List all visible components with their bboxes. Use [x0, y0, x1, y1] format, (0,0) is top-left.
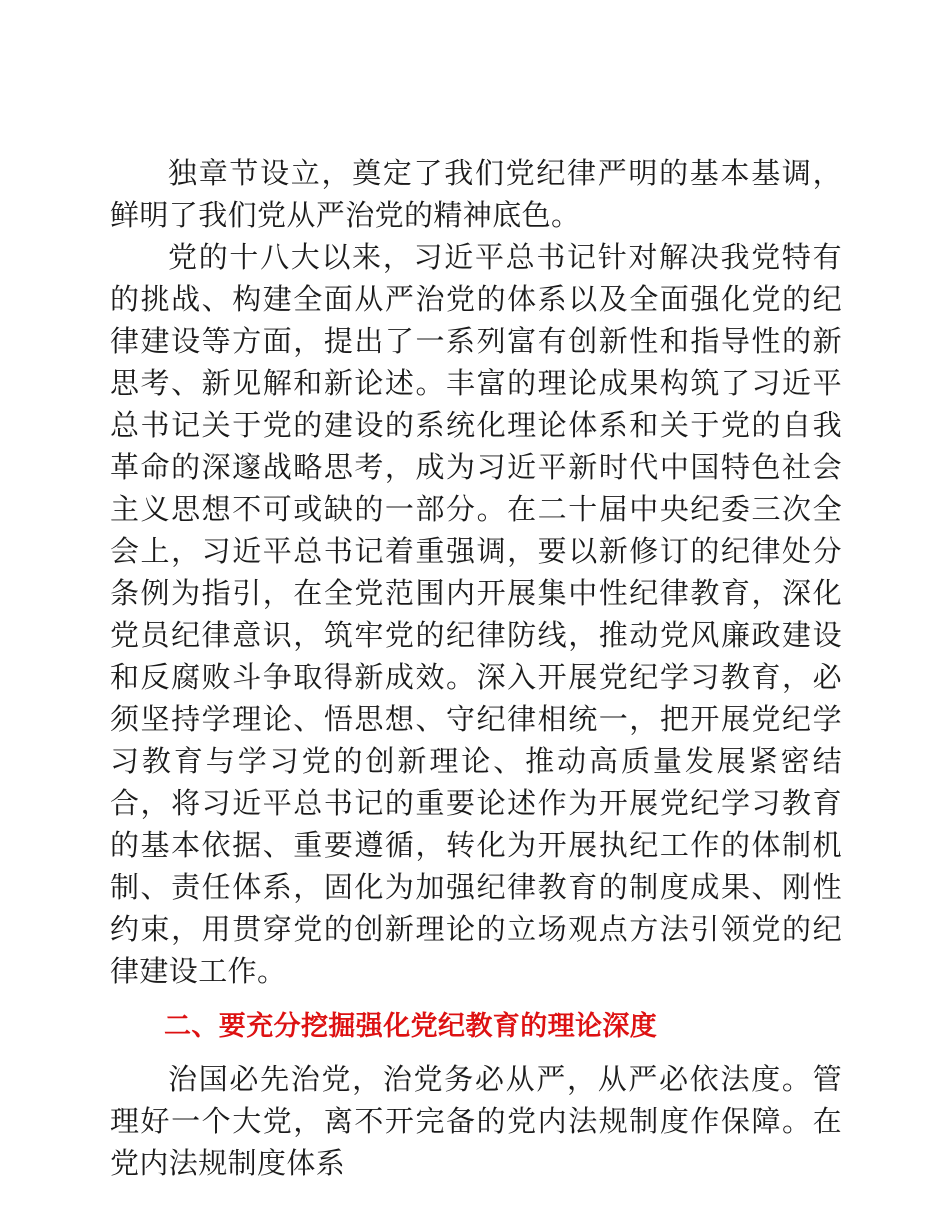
paragraph-1: 独章节设立，奠定了我们党纪律严明的基本基调，鲜明了我们党从严治党的精神底色。: [110, 156, 842, 232]
heading-top-spacer: [110, 992, 842, 1006]
paragraph-2: 党的十八大以来，习近平总书记针对解决我党特有的挑战、构建全面从严治党的体系以及全面强化党的纪律建设等方面，提出了一系列富有创新性和指导性的新思考、新见解和新论述。丰富的理论成果构筑了习近平总书记关于党的建设的系统化理论体系和关于党的自我革命的深邃战略思考，成为习近平新时代中国特色社会主义思想不可或缺的一部分。在二十届中央纪委三次全会上，习近平总书记着重强调，要以新修订的纪律处分条例为指引，在全党范围内开展集中性纪律教育，深化党员纪律意识，筑牢党的纪律防线，推动党风廉政建设和反腐败斗争取得新成效。深入开展党纪学习教育，必须坚持学理论、悟思想、守纪律相统一，把开展党纪学习教育与学习党的创新理论、推动高质量发展紧密结合，将习近平总书记的重要论述作为开展党纪学习教育的基本依据、重要遵循，转化为开展执纪工作的体制机制、责任体系，固化为加强纪律教育的制度成果、刚性约束，用贯穿党的创新理论的立场观点方法引领党的纪律建设工作。: [110, 240, 842, 988]
paragraph-3: 治国必先治党，治党务必从严，从严必依法度。管理好一个大党，离不开完备的党内法规制度作保障。在党内法规制度体系: [110, 1062, 842, 1180]
heading-bottom-spacer: [110, 1048, 842, 1058]
document-text-column: [110, 152, 842, 1184]
section-heading-2: 二、要充分挖掘强化党纪教育的理论深度: [164, 1011, 658, 1042]
